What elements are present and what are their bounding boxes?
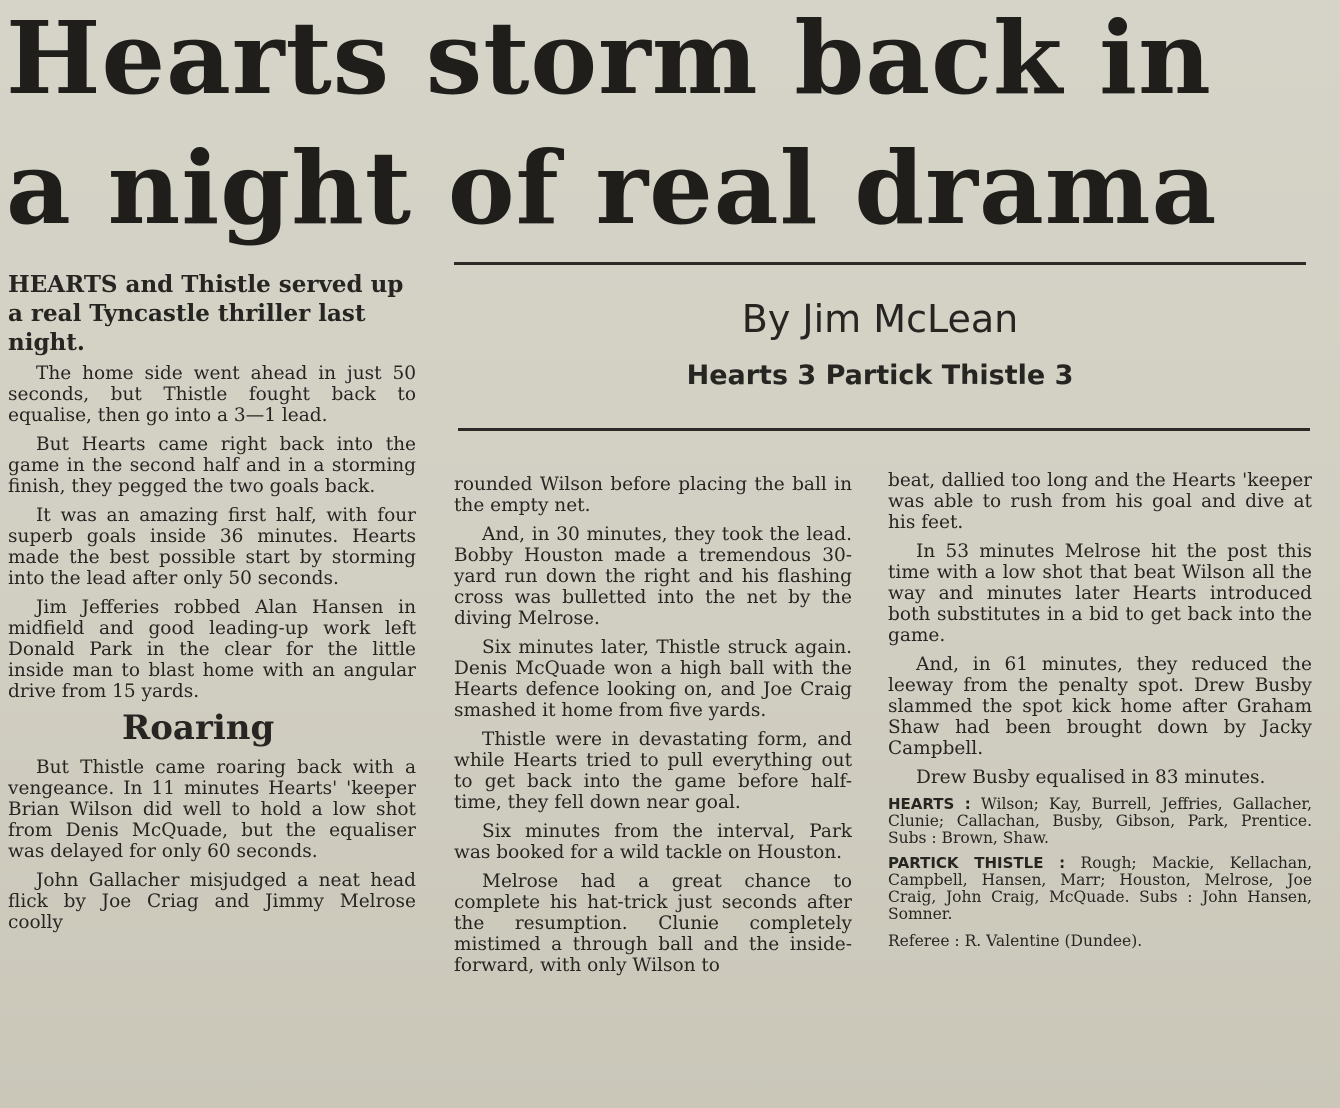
thistle-lineup	[888, 855, 1312, 923]
paragraph: beat, dallied too long and the Hearts 'keeper was able to rush from his goal and dive at his feet.	[888, 470, 1312, 533]
paragraph: Jim Jefferies robbed Alan Hansen in midfield and good leading-up work left Donald Park in the clear for the little inside man to blast home with an angular drive from 15 yards.	[8, 597, 416, 702]
paragraph: John Gallacher misjudged a neat head flick by Joe Criag and Jimmy Melrose coolly	[8, 870, 416, 934]
headline-line-2: a night of real drama	[6, 129, 1218, 247]
match-score: Hearts 3 Partick Thistle 3	[686, 360, 1074, 391]
hearts-lineup	[888, 796, 1312, 847]
paragraph: But Hearts came right back into the game in the second half and in a storming finish, they pegged the two goals back.	[8, 434, 416, 497]
paragraph: rounded Wilson before placing the ball in the empty net.	[454, 474, 852, 516]
article-column-2	[454, 474, 852, 984]
article-column-1	[8, 270, 416, 941]
referee-line: Referee : R. Valentine (Dundee).	[888, 932, 1143, 950]
article-column-3	[888, 470, 1312, 958]
paragraph: And, in 61 minutes, they reduced the leeway from the penalty spot. Drew Busby slammed the spot kick home after Graham Shaw had been brought down by Jacky Campbell.	[888, 654, 1312, 759]
headline-line-1: Hearts storm back in	[6, 0, 1212, 117]
rule-top	[454, 262, 1306, 265]
paragraph: Thistle were in devastating form, and while Hearts tried to pull everything out to get back into the game before half-time, they fell down near goal.	[454, 729, 852, 813]
paragraph: And, in 30 minutes, they took the lead. Bobby Houston made a tremendous 30-yard run down the right and his flashing cross was bulletted into the net by the diving Melrose.	[454, 524, 852, 629]
subhead: Roaring	[122, 708, 275, 748]
paragraph: It was an amazing first half, with four superb goals inside 36 minutes. Hearts made the best possible start by storming into the lead after only 50 seconds.	[8, 505, 416, 589]
paragraph: In 53 minutes Melrose hit the post this time with a low shot that beat Wilson all the way and minutes later Hearts introduced both substitutes in a bid to get back into the game.	[888, 541, 1312, 646]
byline: By Jim McLean	[741, 297, 1019, 341]
paragraph: The home side went ahead in just 50 seconds, but Thistle fought back to equalise, then go into a 3—1 lead.	[8, 363, 416, 426]
rule-bottom	[458, 428, 1310, 431]
hearts-players: Wilson; Kay, Burrell, Jeffries, Gallacher, Clunie; Callachan, Busby, Gibson, Park, Prentice. Subs : Brown, Shaw.	[888, 795, 1312, 847]
paragraph: Melrose had a great chance to complete his hat-trick just seconds after the resumption. Clunie completely mistimed a through ball and the inside-forward, with only Wilson to	[454, 871, 852, 976]
paragraph: Six minutes later, Thistle struck again. Denis McQuade won a high ball with the Hearts defence looking on, and Joe Craig smashed it home from five yards.	[454, 637, 852, 721]
thistle-players: Rough; Mackie, Kellachan, Campbell, Hansen, Marr; Houston, Melrose, Joe Craig, John Craig, McQuade. Subs : John Hansen, Somner.	[888, 854, 1312, 923]
paragraph: Drew Busby equalised in 83 minutes.	[916, 767, 1266, 788]
paragraph: Six minutes from the interval, Park was booked for a wild tackle on Houston.	[454, 821, 852, 863]
paragraph: But Thistle came roaring back with a vengeance. In 11 minutes Hearts' 'keeper Brian Wilson did well to hold a low shot from Denis McQuade, but the equaliser was delayed for only 60 seconds.	[8, 757, 416, 863]
lede-paragraph: HEARTS and Thistle served up a real Tyncastle thriller last night.	[8, 271, 404, 356]
thistle-label: PARTICK THISTLE :	[888, 854, 1066, 872]
hearts-label: HEARTS :	[888, 795, 971, 813]
